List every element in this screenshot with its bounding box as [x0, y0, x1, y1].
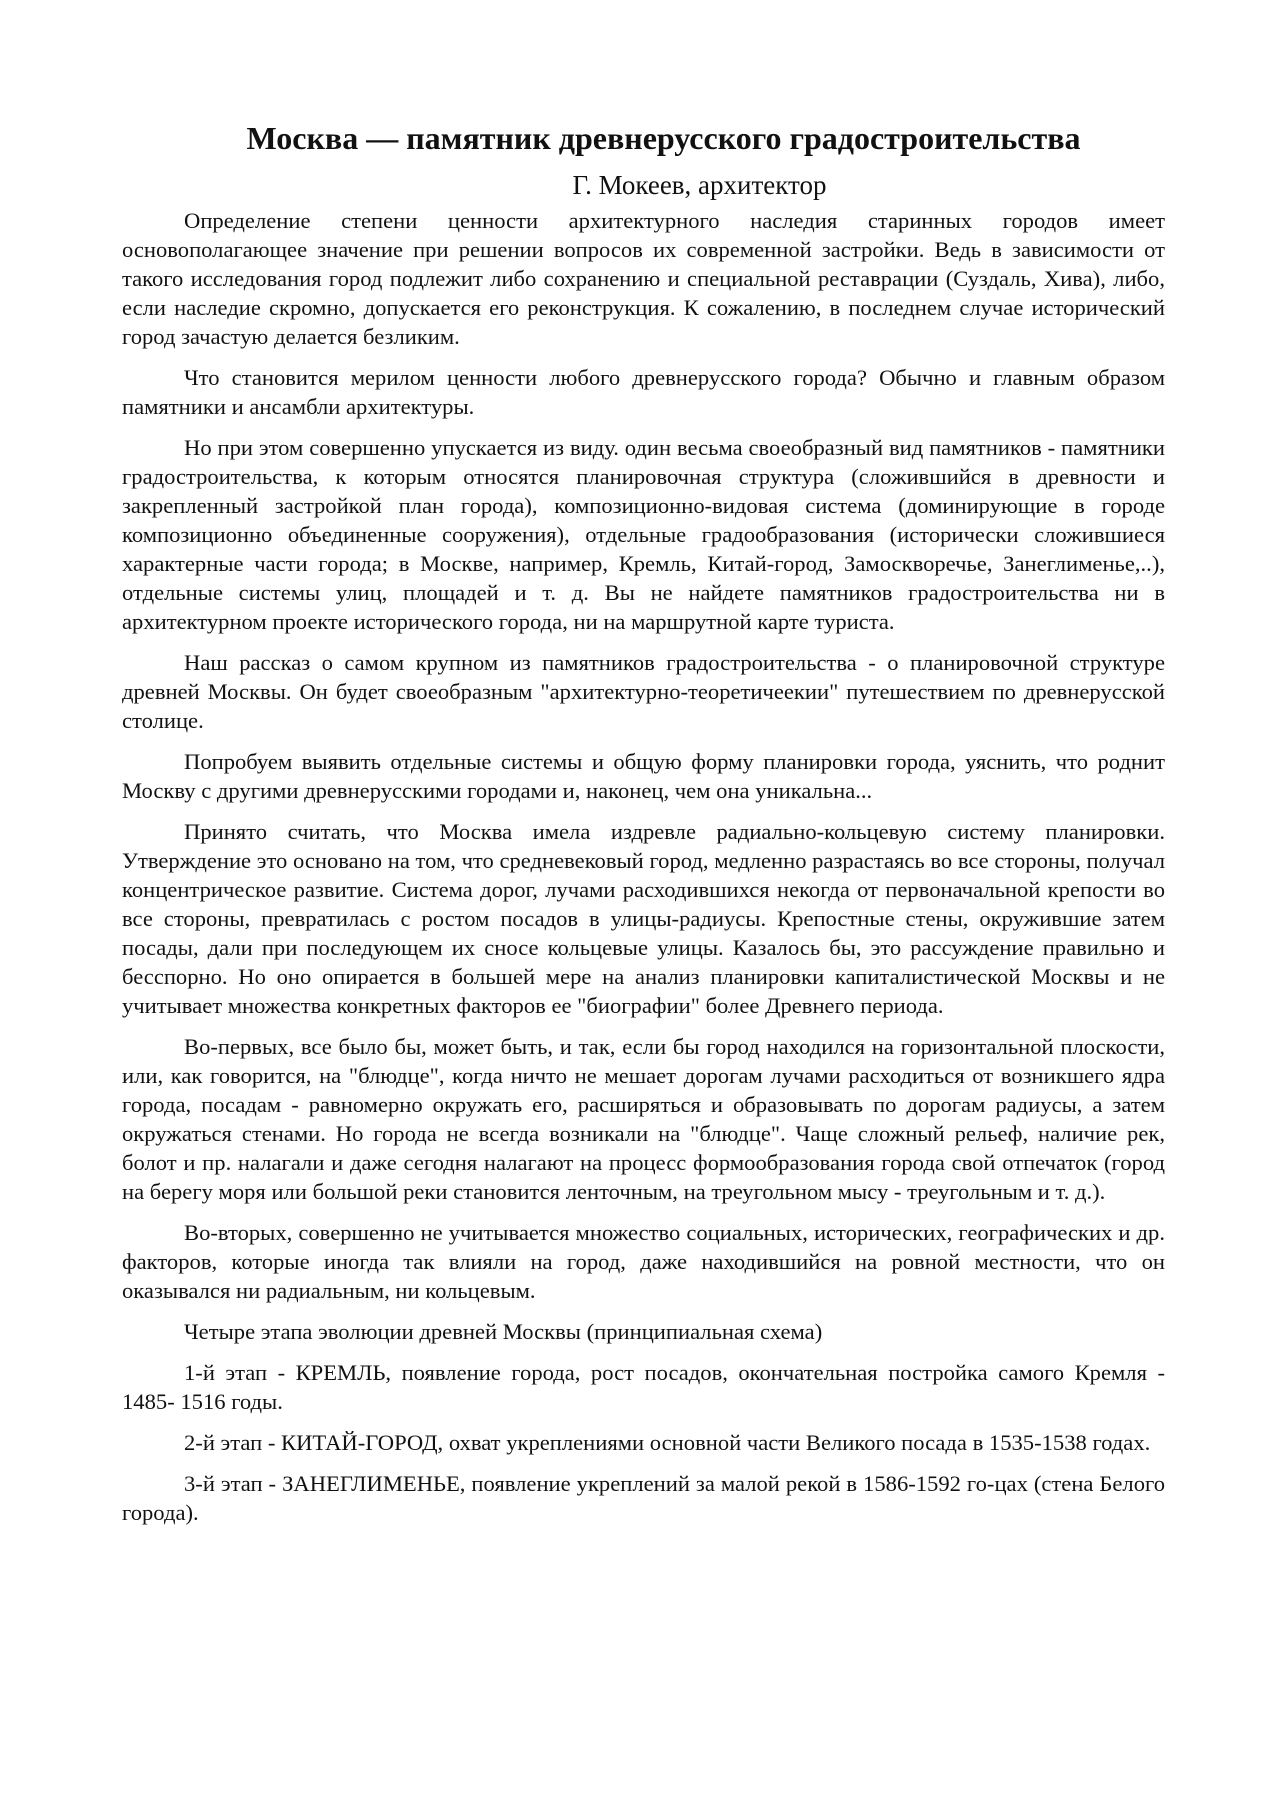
- paragraph: Что становится мерилом ценности любого древнерусского города? Обычно и главным образом памятники и ансамбли архитектуры.: [122, 365, 1165, 419]
- document-page: [122, 118, 1165, 1539]
- stage-item: 1-й этап - КРЕМЛЬ, появление города, рост посадов, окончательная постройка самого Кремля - 1485- 1516 годы.: [122, 1360, 1165, 1414]
- stage-item: 2-й этап - КИТАЙ-ГОРОД, охват укреплениями основной части Великого посада в 1535-1538 годах.: [184, 1430, 1151, 1455]
- paragraph: Принято считать, что Москва имела издревле радиально-кольцевую систему планировки. Утверждение это основано на том, что средневековый город, медленно разрастаясь во все стороны, получал концентрическое развитие. Система дорог, лучами расходившихся некогда от первоначальной крепости во все стороны, превратилась с ростом посадов в улицы-радиусы. Крепостные стены, окружившие затем посады, дали при последующем их сносе кольцевые улицы. Казалось бы, это рассуждение правильно и бесспорно. Но оно опирается в большей мере на анализ планировки капиталистической Москвы и не учитывает множества конкретных факторов ее "биографии" более Древнего периода.: [122, 819, 1165, 1018]
- figure-caption: Четыре этапа эволюции древней Москвы (принципиальная схема): [184, 1319, 823, 1344]
- stage-item: 3-й этап - ЗАНЕГЛИМЕНЬЕ, появление укреплений за малой рекой в 1586-1592 го-цах (стена Белого города).: [122, 1471, 1165, 1525]
- paragraph: Но при этом совершенно упускается из виду. один весьма своеобразный вид памятников - памятники градостроительства, к которым относятся планировочная структура (сложившийся в древности и закрепленный застройкой план города), композиционно-видовая система (доминирующие в городе композиционно объединенные сооружения), отдельные градообразования (исторически сложившиеся характерные части города; в Москве, например, Кремль, Китай-город, Замоскворечье, Занеглименье,..), отдельные системы улиц, площадей и т. д. Вы не найдете памятников градостроительства ни в архитектурном проекте исторического города, ни на маршрутной карте туриста.: [122, 435, 1165, 634]
- paragraph: Во-вторых, совершенно не учитывается множество социальных, исторических, географических и др. факторов, которые иногда так влияли на город, даже находившийся на ровной местности, что он оказывался ни радиальным, ни кольцевым.: [122, 1220, 1165, 1303]
- paragraph: Определение степени ценности архитектурного наследия старинных городов имеет основополагающее значение при решении вопросов их современной застройки. Ведь в зависимости от такого исследования город подлежит либо сохранению и специальной реставрации (Суздаль, Хива), либо, если наследие скромно, допускается его реконструкция. К сожалению, в последнем случае исторический город зачастую делается безликим.: [122, 208, 1165, 349]
- document-title: Москва — памятник древнерусского градостроительства: [246, 120, 1081, 156]
- paragraph: Попробуем выявить отдельные системы и общую форму планировки города, уяснить, что роднит Москву с другими древнерусскими городами и, наконец, чем она уникальна...: [122, 749, 1165, 803]
- paragraph: Наш рассказ о самом крупном из памятников градостроительства - о планировочной структуре древней Москвы. Он будет своеобразным "архитектурно-теоретичеекии" путешествием по древнерусской столице.: [122, 650, 1165, 733]
- paragraph: Во-первых, все было бы, может быть, и так, если бы город находился на горизонтальной плоскости, или, как говорится, на "блюдце", когда ничто не мешает дорогам лучами расходиться от возникшего ядра города, посадам - равномерно окружать его, расширяться и образовывать по дорогам радиусы, а затем окружаться стенами. Но города не всегда возникали на "блюдце". Чаще сложный рельеф, наличие рек, болот и пр. налагали и даже сегодня налагают на процесс формообразования города свой отпечаток (город на берегу моря или большой реки становится ленточным, на треугольном мысу - треугольным и т. д.).: [122, 1034, 1165, 1204]
- document-author: Г. Мокеев, архитектор: [572, 170, 827, 200]
